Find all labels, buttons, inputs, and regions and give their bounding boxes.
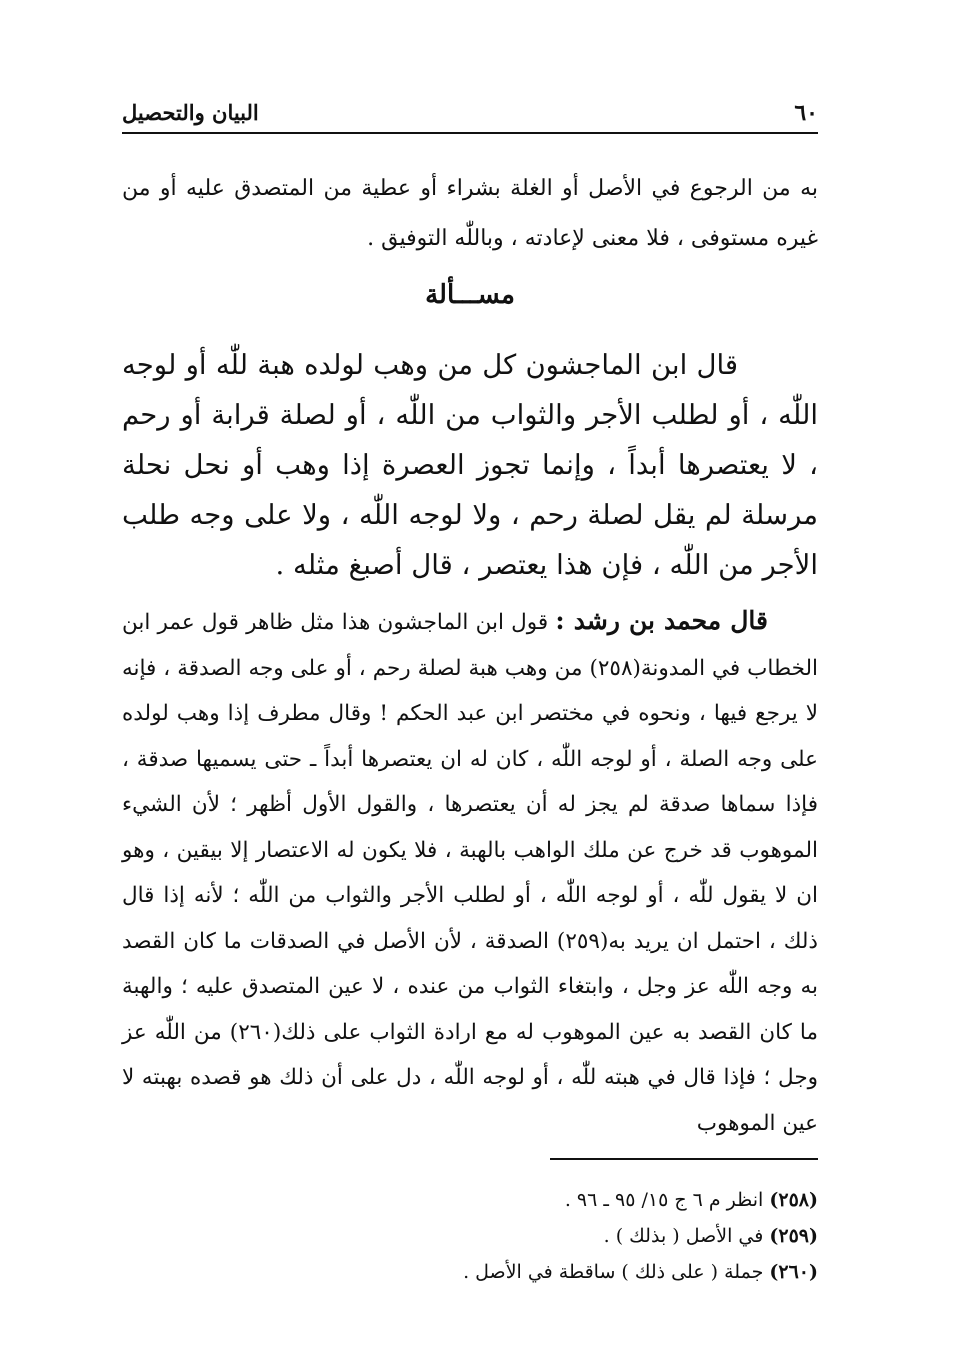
footnote [122, 1182, 818, 1218]
footnote-number: (٢٥٩) [769, 1225, 818, 1247]
section-title: مســـألة [425, 280, 515, 310]
footnote [122, 1254, 818, 1290]
footnote-text: جملة ( على ذلك ) ساقطة في الأصل . [463, 1261, 764, 1283]
page-header [122, 96, 818, 134]
footnote-text: في الأصل ( بذلك ) . [603, 1225, 764, 1247]
footnote-text: انظر م ٦ ج ١٥/ ٩٥ ـ ٩٦ . [564, 1189, 764, 1211]
footnote-number: (٢٥٨) [769, 1189, 818, 1211]
masala-paragraph: قال ابن الماجشون كل من وهب لولده هبة للّٰه أو لوجه اللّٰه ، أو لطلب الأجر والثواب من اللّٰه ، أو لصلة قرابة أو رحم ، لا يعتصرها أبداً ، وإنما تجوز العصرة إذا وهب أو نحل نحلة مرسلة لم يقل لصلة رحم ، ولا لوجه اللّٰه ، ولا على وجه طلب الأجر من اللّٰه ، فإن هذا يعتصر ، قال أصبغ مثله . [122, 349, 818, 581]
footnote [122, 1218, 818, 1254]
continued-paragraph: به من الرجوع في الأصل أو الغلة بشراء أو عطية من المتصدق عليه أو من غيره مستوفى ، فلا معنى لإعادته ، وباللّٰه التوفيق . [122, 176, 818, 251]
running-title: البيان والتحصيل [122, 100, 259, 125]
page-number: ٦٠ [794, 100, 818, 126]
footnote-number: (٢٦٠) [769, 1261, 818, 1283]
footnotes [122, 1182, 818, 1290]
commentary-speaker: قال محمد بن رشد : [555, 606, 768, 635]
commentary-text: قول ابن الماجشون هذا مثل ظاهر قول عمر ابن الخطاب في المدونة(٢٥٨) من وهب هبة لصلة رحم ، أو على وجه الصدقة ، فإنه لا يرجع فيها ، ونحوه في مختصر ابن عبد الحكم ! وقال مطرف إذا وهب لولده على وجه الصلة ، أو لوجه اللّٰه ، كان له ان يعتصرها أبداً ـ حتى يسميها صدقة ، فإذا سماها صدقة لم يجز له أن يعتصرها ، والقول الأول أظهر ؛ لأن الشيء الموهوب قد خرج عن ملك الواهب بالهبة ، فلا يكون له الاعتصار إلا بيقين ، وهو ان لا يقول للّٰه ، أو لوجه اللّٰه ، أو لطلب الأجر والثواب من اللّٰه ؛ لأنه إذا قال ذلك ، احتمل ان يريد به(٢٥٩) الصدقة ، لأن الأصل في الصدقات ما كان القصد به وجه اللّٰه عز وجل ، وابتغاء الثواب من عنده ، لا عين المتصدق عليه ؛ والهبة ما كان القصد به عين الموهوب له مع ارادة الثواب على ذلك(٢٦٠) من اللّٰه عز وجل ؛ فإذا قال في هبته للّٰه ، أو لوجه اللّٰه ، دل على أن ذلك هو قصده بهبته لا عين الموهوب [122, 610, 819, 1136]
footnote-divider [550, 1158, 818, 1160]
commentary-paragraph [122, 598, 818, 1146]
